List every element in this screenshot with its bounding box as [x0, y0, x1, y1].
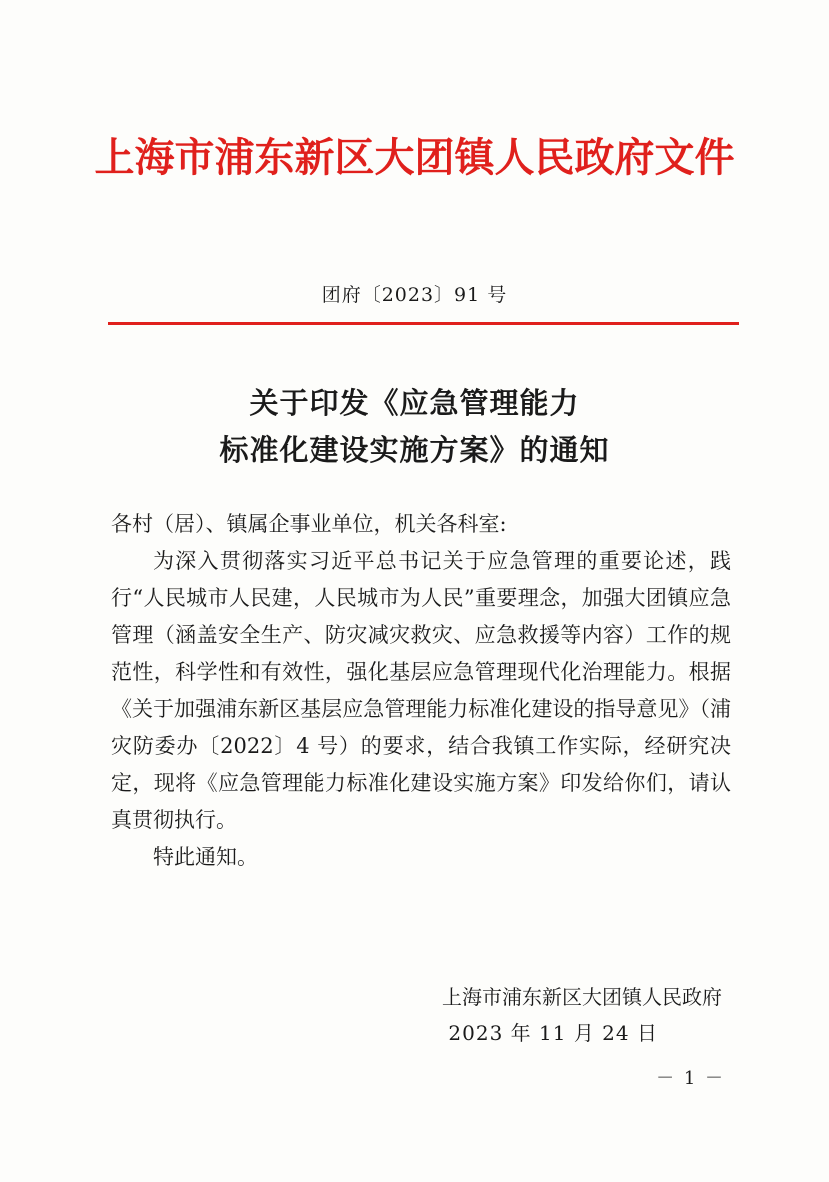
red-divider-line: [108, 322, 739, 325]
body-paragraph: 为深入贯彻落实习近平总书记关于应急管理的重要论述，践行“人民城市人民建，人民城市为人民”重要理念，加强大团镇应急管理（涵盖安全生产、防灾减灾救灾、应急救援等内容）工作的规范性，科学性和有效性，强化基层应急管理现代化治理能力。根据《关于加强浦东新区基层应急管理能力标准化建设的指导意见》（浦灾防委办〔2022〕4 号）的要求，结合我镇工作实际，经研究决定，现将《应急管理能力标准化建设实施方案》印发给你们，请认真贯彻执行。: [111, 549, 731, 832]
closing-line: 特此通知。: [153, 845, 258, 869]
masthead-title: 上海市浦东新区大团镇人民政府文件: [94, 134, 735, 181]
notice-title-line-1: 关于印发《应急管理能力: [249, 386, 580, 420]
notice-title-line-2: 标准化建设实施方案》的通知: [219, 433, 610, 467]
document-number: 团府〔2023〕91 号: [321, 284, 508, 306]
issue-date: 2023 年 11 月 24 日: [448, 1021, 658, 1045]
page-number: － 1 －: [656, 1068, 725, 1089]
notice-body: [111, 506, 731, 876]
salutation: 各村（居）、镇属企事业单位，机关各科室:: [111, 512, 507, 536]
issuing-authority: 上海市浦东新区大团镇人民政府: [442, 985, 722, 1009]
